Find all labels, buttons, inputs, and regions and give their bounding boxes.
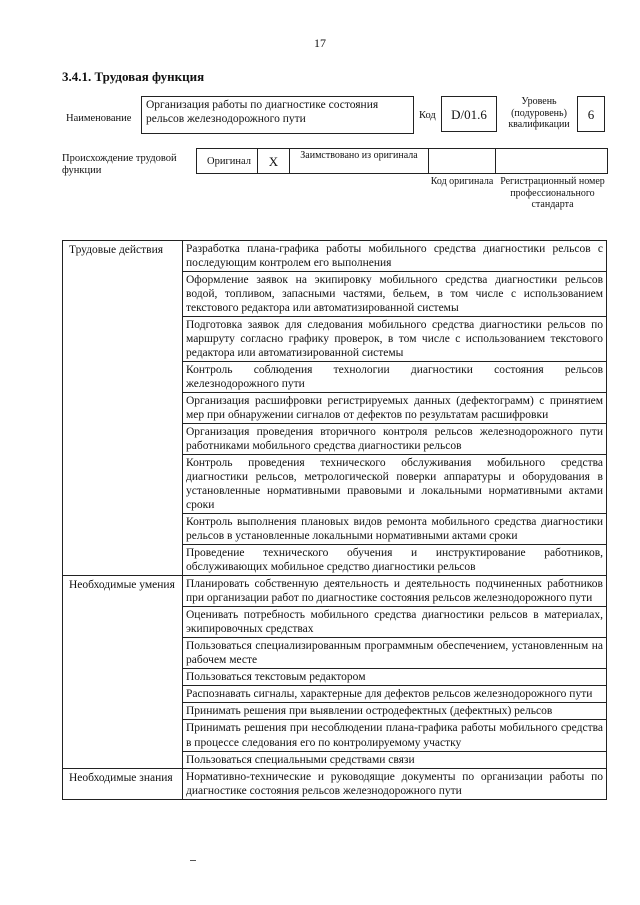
original-label: Оригинал [207,156,251,167]
section-item: Пользоваться специализированным программным обеспечением, установленным на рабочем месте [183,638,607,669]
original-cell [196,148,258,174]
table-row [63,768,607,799]
section-title: 3.4.1. Трудовая функция [62,69,205,84]
original-mark: X [268,154,279,169]
main-table [62,240,607,800]
section-item: Нормативно-технические и руководящие документы по организации работы по диагностике состояния рельсов железнодорожного пути [183,768,607,799]
section-label: Трудовые действия [63,241,183,576]
section-label: Необходимые знания [63,768,183,799]
code-original-label: Код оригинала [430,176,494,187]
section-item: Пользоваться специальными средствами связи [183,751,607,768]
section-item: Оформление заявок на экипировку мобильного средства диагностики рельсов водой, топливом, запасными частями, бельем, в том числе с использованием текстового редактора или автоматизированной системы [183,272,607,317]
borrowed-label: Заимствовано из оригинала [300,150,418,161]
original-mark-cell [257,148,290,174]
code-value: D/01.6 [451,107,487,122]
section-label: Необходимые умения [63,576,183,768]
origin-table [196,148,608,174]
code-original-cell [428,148,496,174]
section-item: Распознавать сигналы, характерные для дефектов рельсов железнодорожного пути [183,686,607,703]
section-item: Планировать собственную деятельность и деятельность подчиненных работников при организации работ по диагностике состояния рельсов железнодорожного пути [183,576,607,607]
level-box [577,96,605,132]
origin-label: Происхождение трудовой функции [62,153,177,177]
section-item: Оценивать потребность мобильного средства диагностики рельсов в материалах, экипировочных средствах [183,607,607,638]
reg-number-label: Регистрационный номер профессионального стандарта [500,176,605,210]
function-name-box [141,96,414,134]
section-item: Контроль выполнения плановых видов ремонта мобильного средства диагностики рельсов в установленные локальными нормативными актами сроки [183,514,607,545]
table-row [63,576,607,607]
section-item: Подготовка заявок для следования мобильного средства диагностики рельсов по маршруту согласно графику проверок, в том числе с использованием текстового редактора или автоматизированной системы [183,317,607,362]
level-label: Уровень (подуровень) квалификации [508,96,570,130]
section-item: Проведение технического обучения и инструктирование работников, обслуживающих мобильное средство диагностики рельсов [183,545,607,576]
code-box [441,96,497,132]
section-item: Принимать решения при выявлении остродефектных (дефектных) рельсов [183,703,607,720]
code-label: Код [419,110,436,121]
section-item: Организация проведения вторичного контроля рельсов железнодорожного пути работниками мобильного средства диагностики рельсов [183,424,607,455]
name-label: Наименование [66,113,132,124]
bottom-mark [190,860,196,861]
function-name: Организация работы по диагностике состояния рельсов железнодорожного пути [146,99,379,125]
section-item: Контроль проведения технического обслуживания мобильного средства диагностики рельсов, метрологической поверки аппаратуры и оборудования в установленные нормативными правовыми и локальными нормативными актами сроки [183,455,607,514]
section-item: Контроль соблюдения технологии диагностики состояния рельсов железнодорожного пути [183,362,607,393]
level-value: 6 [587,107,595,122]
section-item: Пользоваться текстовым редактором [183,669,607,686]
section-item: Принимать решения при несоблюдении плана-графика работы мобильного средства в процессе следования его по контролируемому участку [183,720,607,751]
table-row [63,241,607,272]
section-item: Разработка плана-графика работы мобильного средства диагностики рельсов с последующим контролем его выполнения [183,241,607,272]
section-item: Организация расшифровки регистрируемых данных (дефектограмм) с принятием мер при обнаружении сигналов от дефектов по результатам расшифровки [183,393,607,424]
page-number: 17 [314,36,326,50]
reg-number-cell [495,148,608,174]
borrowed-cell [289,148,429,174]
